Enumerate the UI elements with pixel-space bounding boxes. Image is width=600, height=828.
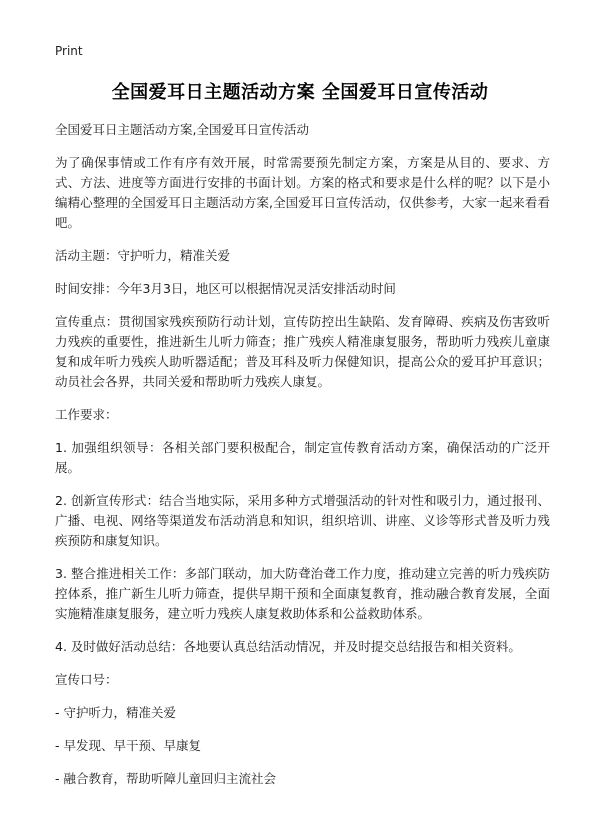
print-link[interactable]: Print bbox=[55, 44, 83, 58]
requirement-item-4: 4. 及时做好活动总结：各地要认真总结活动情况，并及时提交总结报告和相关资料。 bbox=[55, 639, 521, 654]
requirement-item-3: 3. 整合推进相关工作：多部门联动，加大防聋治聋工作力度，推动建立完善的听力残疾防控体系，推广新生儿听力筛查，提供早期干预和全面康复教育，推动融合教育发展，全面实施精准康复服务，建立听力残疾人康复救助体系和公益救助体系。 bbox=[55, 566, 550, 621]
focus-paragraph: 宣传重点：贯彻国家残疾预防行动计划，宣传防控出生缺陷、发育障碍、疾病及伤害致听力残疾的重要性，推进新生儿听力筛查；推广残疾人精准康复服务，帮助听力残疾儿童康复和成年听力残疾人助听器适配；普及耳科及听力保健知识，提高公众的爱耳护耳意识；动员社会各界，共同关爱和帮助听力残疾人康复。 bbox=[55, 314, 550, 389]
slogans-heading: 宣传口号： bbox=[55, 672, 118, 687]
slogan-item-3: - 融合教育，帮助听障儿童回归主流社会 bbox=[55, 771, 276, 786]
document-title: 全国爱耳日主题活动方案 全国爱耳日宣传活动 bbox=[111, 82, 489, 103]
slogan-item-1: - 守护听力，精准关爱 bbox=[55, 705, 176, 720]
requirements-heading: 工作要求： bbox=[55, 407, 118, 422]
requirement-item-2: 2. 创新宣传形式：结合当地实际，采用多种方式增强活动的针对性和吸引力，通过报刊、广播、电视、网络等渠道发布活动消息和知识，组织培训、讲座、义诊等形式普及听力残疾预防和康复知识。 bbox=[55, 493, 550, 548]
schedule-paragraph: 时间安排：今年3月3日，地区可以根据情况灵活安排活动时间 bbox=[55, 281, 396, 296]
document-body bbox=[55, 120, 550, 802]
requirement-item-1: 1. 加强组织领导：各相关部门要积极配合，制定宣传教育活动方案，确保活动的广泛开展。 bbox=[55, 440, 550, 475]
slogan-item-2: - 早发现、早干预、早康复 bbox=[55, 738, 201, 753]
intro-paragraph: 为了确保事情或工作有序有效开展，时常需要预先制定方案，方案是从目的、要求、方式、方法、进度等方面进行安排的书面计划。方案的格式和要求是什么样的呢？以下是小编精心整理的全国爱耳日主题活动方案,全国爱耳日宣传活动，仅供参考，大家一起来看看吧。 bbox=[55, 155, 550, 230]
theme-paragraph: 活动主题：守护听力，精准关爱 bbox=[55, 248, 231, 263]
subtitle-paragraph: 全国爱耳日主题活动方案,全国爱耳日宣传活动 bbox=[55, 122, 309, 137]
